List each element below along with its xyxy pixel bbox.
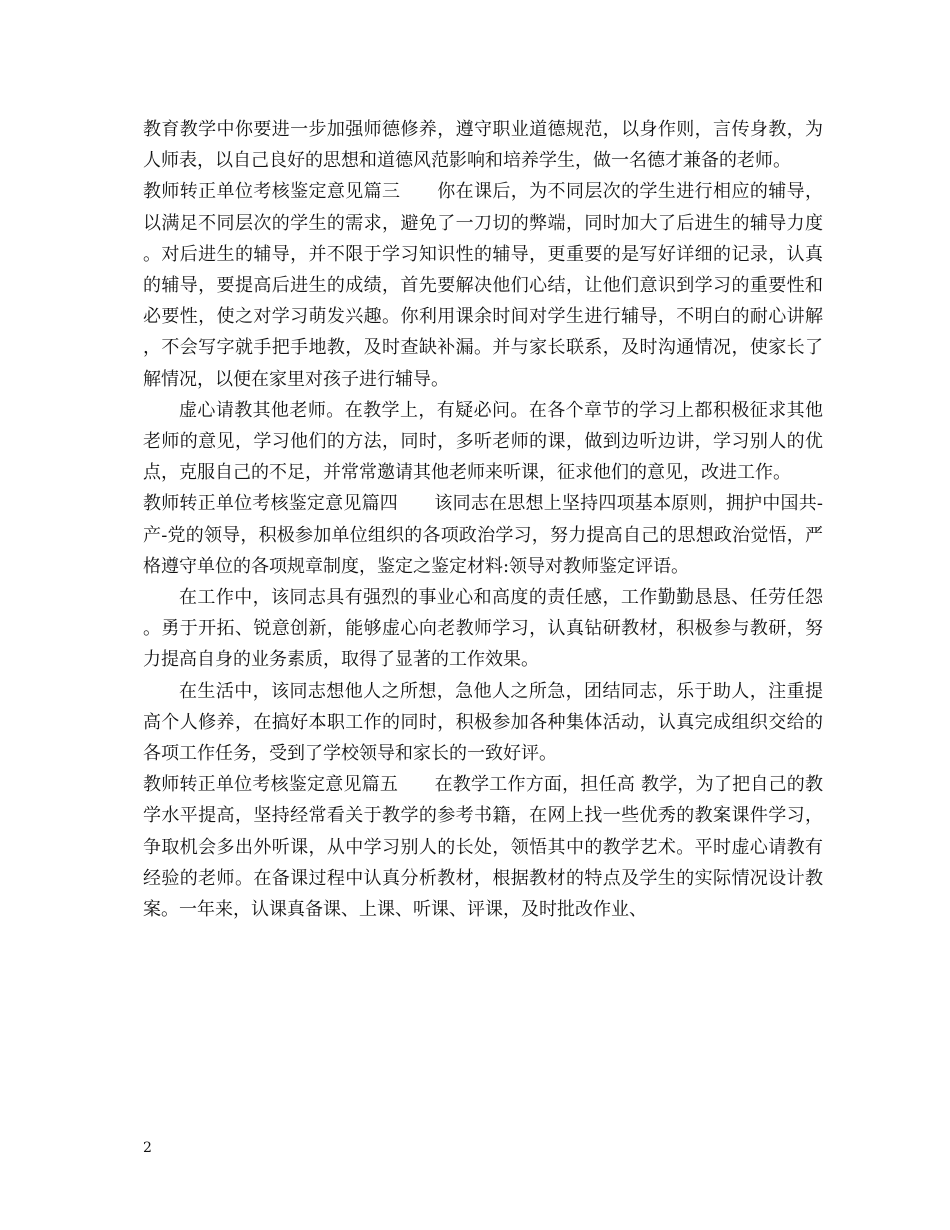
- paragraph-3: 虚心请教其他老师。在教学上，有疑必问。在各个章节的学习上都积极征求其他老师的意见，学习他们的方法，同时，多听老师的课，做到边听边讲，学习别人的优点，克服自己的不足，并常常邀请其他老师来听课，征求他们的意见，改进工作。: [143, 399, 823, 484]
- paragraph-6: 在生活中，该同志想他人之所想，急他人之所急，团结同志，乐于助人，注重提高个人修养，在搞好本职工作的同时，积极参加各种集体活动，认真完成组织交给的各项工作任务，受到了学校领导和家长的一致好评。: [143, 680, 823, 765]
- paragraph-2: 教师转正单位考核鉴定意见篇三 你在课后，为不同层次的学生进行相应的辅导，以满足不同层次的学生的需求，避免了一刀切的弊端，同时加大了后进生的辅导力度。对后进生的辅导，并不限于学习知识性的辅导，更重要的是写好详细的记录，认真的辅导，要提高后进生的成绩，首先要解决他们心结，让他们意识到学习的重要性和必要性，使之对学习萌发兴趣。你利用课余时间对学生进行辅导，不明白的耐心讲解，不会写字就手把手地教，及时查缺补漏。并与家长联系，及时沟通情况，使家长了解情况，以便在家里对孩子进行辅导。: [143, 181, 823, 390]
- page-number: 2: [143, 1140, 152, 1156]
- paragraph-7: 教师转正单位考核鉴定意见篇五 在教学工作方面，担任高 教学，为了把自己的教学水平提高，坚持经常看关于教学的参考书籍，在网上找一些优秀的教案课件学习，争取机会多出外听课，从中学习别人的长处，领悟其中的教学艺术。平时虚心请教有经验的老师。在备课过程中认真分析教材，根据教材的特点及学生的实际情况设计教案。一年来，认课真备课、上课、听课、评课，及时批改作业、: [143, 774, 823, 921]
- paragraph-4: 教师转正单位考核鉴定意见篇四 该同志在思想上坚持四项基本原则，拥护中国共-产-党的领导，积极参加单位组织的各项政治学习，努力提高自己的思想政治觉悟，严格遵守单位的各项规章制度，鉴定之鉴定材料:领导对教师鉴定评语。: [143, 493, 823, 577]
- document-body: [143, 114, 823, 925]
- paragraph-1: 教育教学中你要进一步加强师德修养，遵守职业道德规范，以身作则，言传身教，为人师表，以自己良好的思想和道德风范影响和培养学生，做一名德才兼备的老师。: [143, 119, 823, 172]
- paragraph-5: 在工作中，该同志具有强烈的事业心和高度的责任感，工作勤勤恳恳、任劳任怨。勇于开拓、锐意创新，能够虚心向老教师学习，认真钻研教材，积极参与教研，努力提高自身的业务素质，取得了显著的工作效果。: [143, 587, 823, 671]
